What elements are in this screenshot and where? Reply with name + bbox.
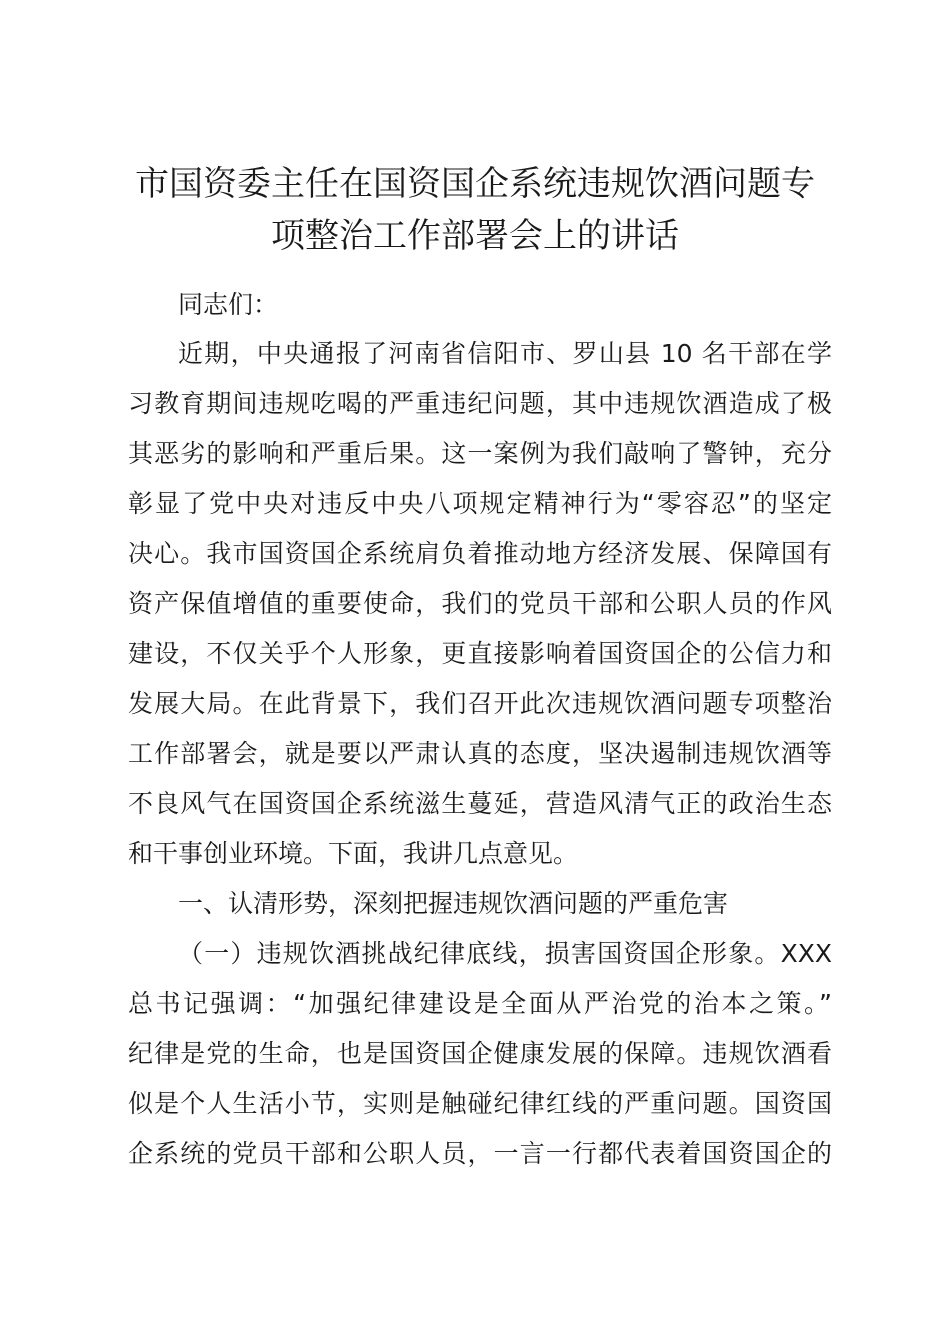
salutation: 同志们： <box>178 290 279 319</box>
paragraph-1-line: 资产保值增值的重要使命，我们的党员干部和公职人员的作风 <box>128 589 832 618</box>
paragraph-1-line: 近期，中央通报了河南省信阳市、罗山县 10 名干部在学 <box>178 339 832 368</box>
paragraph-1-line: 和干事创业环境。下面，我讲几点意见。 <box>128 839 579 868</box>
paragraph-1-line: 建设，不仅关乎个人形象，更直接影响着国资国企的公信力和 <box>128 639 832 668</box>
paragraph-1-line: 决心。我市国资国企系统肩负着推动地方经济发展、保障国有 <box>128 539 832 568</box>
paragraph-1-line: 其恶劣的影响和严重后果。这一案例为我们敲响了警钟，充分 <box>128 439 832 468</box>
paragraph-2-line: 总书记强调：“加强纪律建设是全面从严治党的治本之策。” <box>128 989 832 1018</box>
paragraph-2-line: 纪律是党的生命，也是国资国企健康发展的保障。违规饮酒看 <box>128 1039 832 1068</box>
paragraph-2-line: （一）违规饮酒挑战纪律底线，损害国资国企形象。XXX <box>178 939 832 968</box>
section-heading: 一、认清形势，深刻把握违规饮酒问题的严重危害 <box>178 889 729 918</box>
paragraph-1-line: 习教育期间违规吃喝的严重违纪问题，其中违规饮酒造成了极 <box>128 389 832 418</box>
paragraph-1-line: 不良风气在国资国企系统滋生蔓延，营造风清气正的政治生态 <box>128 789 832 818</box>
paragraph-1-line: 发展大局。在此背景下，我们召开此次违规饮酒问题专项整治 <box>128 689 832 718</box>
paragraph-1-line: 工作部署会，就是要以严肃认真的态度，坚决遏制违规饮酒等 <box>128 739 832 768</box>
paragraph-2-line: 企系统的党员干部和公职人员，一言一行都代表着国资国企的 <box>128 1139 832 1168</box>
document-title-line-1: 市国资委主任在国资国企系统违规饮酒问题专 <box>135 164 815 204</box>
document-title-line-2: 项整治工作部署会上的讲话 <box>271 216 679 256</box>
paragraph-2-line: 似是个人生活小节，实则是触碰纪律红线的严重问题。国资国 <box>128 1089 832 1118</box>
paragraph-1-line: 彰显了党中央对违反中央八项规定精神行为“零容忍”的坚定 <box>128 489 832 518</box>
